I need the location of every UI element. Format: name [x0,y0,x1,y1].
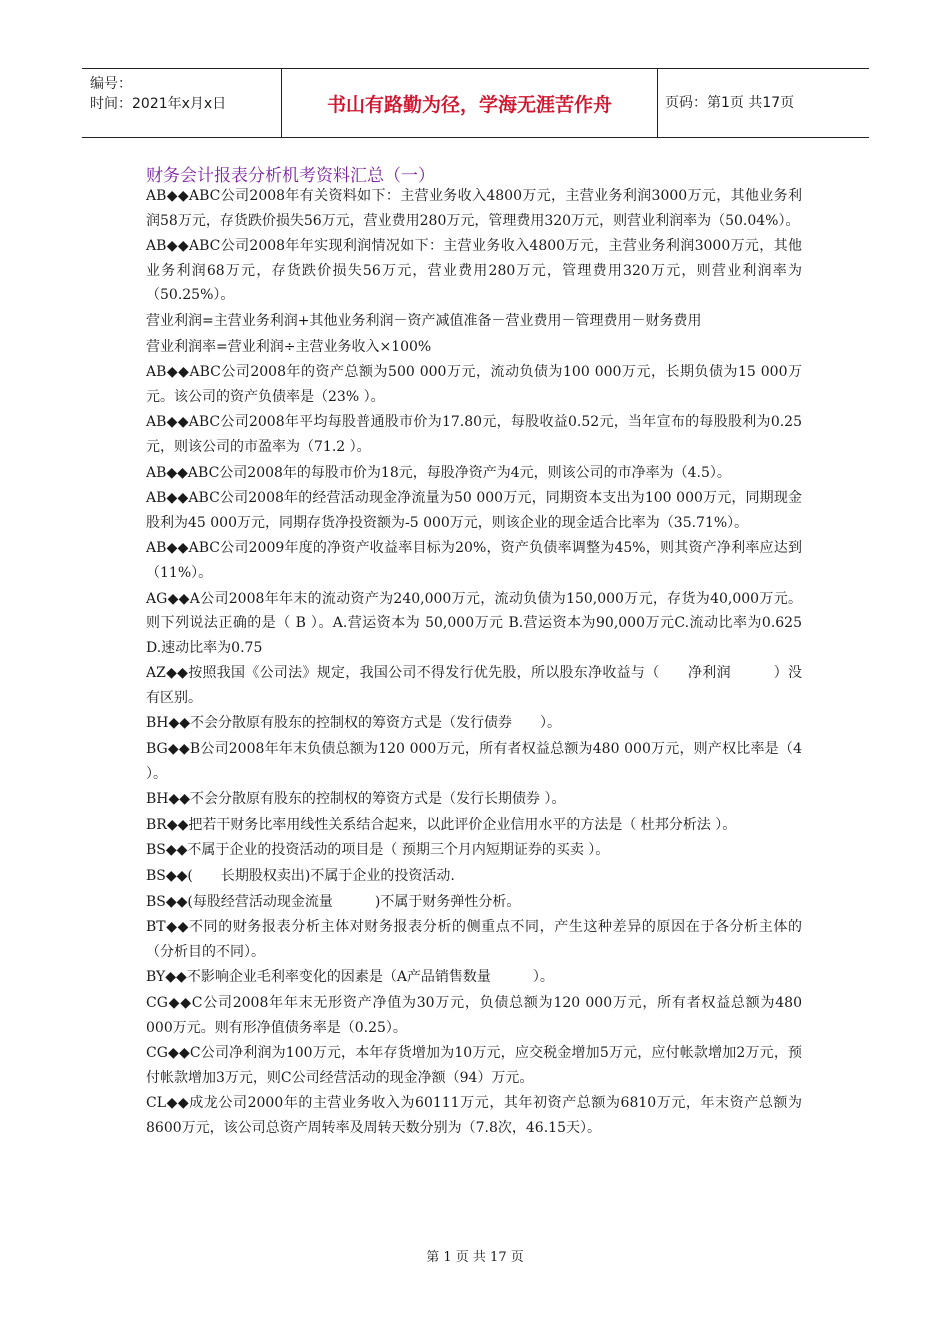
entry: AB◆◆ABC公司2008年的经营活动现金净流量为50 000万元，同期资本支出为100 000万元，同期现金股利为45 000万元，同期存货净投资额为-5 000万元，则该企业的现金适合比率为（35.71%）。 [146,490,802,531]
entry: AB◆◆ABC公司2008年平均每股普通股市价为17.80元，每股收益0.52元，当年宣布的每股股利为0.25元，则该公司的市盈率为（71.2 ）。 [146,414,802,455]
document-body [146,184,802,1142]
entry: BT◆◆不同的财务报表分析主体对财务报表分析的侧重点不同，产生这种差异的原因在于各分析主体的（分析目的不同）。 [146,919,802,960]
entry: CG◆◆C公司净利润为100万元，本年存货增加为10万元，应交税金增加5万元，应付帐款增加2万元，预付帐款增加3万元，则C公司经营活动的现金净额（94）万元。 [146,1045,802,1086]
document-title: 财务会计报表分析机考资料汇总（一） [146,166,435,186]
entry: BS◆◆( 长期股权卖出)不属于企业的投资活动. [146,868,455,885]
entry: BH◆◆不会分散原有股东的控制权的筹资方式是（发行长期债券 ）。 [146,791,566,808]
entry: CG◆◆C公司2008年年末无形资产净值为30万元，负债总额为120 000万元，所有者权益总额为480 000万元。则有形净值债务率是（0.25）。 [146,995,802,1036]
entry: BH◆◆不会分散原有股东的控制权的筹资方式是（发行债券 ）。 [146,715,562,732]
page-info: 页码：第1页 共17页 [665,95,795,111]
entry: AG◆◆A公司2008年年末的流动资产为240,000万元，流动负债为150,000万元，存货为40,000万元。则下列说法正确的是（ B ）。A.营运资本为 50,000万元 B.营运资本为90,000万元C.流动比率为0.625 D.速动比率为0.75 [146,590,802,656]
time-label: 时间：2021年x月x日 [90,96,227,112]
entry: BS◆◆不属于企业的投资活动的项目是（ 预期三个月内短期证券的买卖 ）。 [146,842,610,859]
entry: BG◆◆B公司2008年年末负债总额为120 000万元，所有者权益总额为480 000万元，则产权比率是（4 ）。 [146,741,802,782]
entry: AB◆◆ABC公司2008年的资产总额为500 000万元，流动负债为100 000万元，长期负债为15 000万元。该公司的资产负债率是（23% ）。 [146,364,802,405]
formula-line: 营业利润率=营业利润÷主营业务收入×100% [146,338,432,355]
page-header [82,68,869,138]
entry: CL◆◆成龙公司2000年的主营业务收入为60111万元，其年初资产总额为6810万元，年末资产总额为8600万元，该公司总资产周转率及周转天数分别为（7.8次，46.15天）。 [146,1095,802,1136]
entry: BR◆◆把若干财务比率用线性关系结合起来，以此评价企业信用水平的方法是（ 杜邦分析法 ）。 [146,816,737,833]
page-footer: 第 1 页 共 17 页 [426,1250,524,1265]
entry: BS◆◆(每股经营活动现金流量 )不属于财务弹性分析。 [146,893,521,910]
header-meta-cell [82,69,282,137]
entry: AB◆◆ABC公司2009年度的净资产收益率目标为20%，资产负债率调整为45%，则其资产净利率应达到（11%）。 [146,540,802,581]
entry: AZ◆◆按照我国《公司法》规定，我国公司不得发行优先股，所以股东净收益与（ 净利润 ）没有区别。 [146,665,802,706]
number-label: 编号： [90,76,132,92]
entry: AB◆◆ABC公司2008年年实现利润情况如下：主营业务收入4800万元，主营业务利润3000万元，其他业务利润68万元，存货跌价损失56万元，营业费用280万元，管理费用320万元，则营业利润率为（50.25%）。 [146,238,802,304]
entry: BY◆◆不影响企业毛利率变化的因素是（A产品销售数量 ）。 [146,969,554,986]
entry: AB◆◆ABC公司2008年的每股市价为18元，每股净资产为4元，则该公司的市净率为（4.5）。 [146,464,731,481]
motto: 书山有路勤为径，学海无涯苦作舟 [282,69,658,137]
entry: AB◆◆ABC公司2008年有关资料如下：主营业务收入4800万元，主营业务利润3000万元，其他业务利润58万元，存货跌价损失56万元，营业费用280万元，管理费用320万元，则营业利润率为（50.04%）。 [146,188,802,229]
formula-line: 营业利润=主营业务利润+其他业务利润－资产减值准备－营业费用－管理费用－财务费用 [146,312,702,329]
